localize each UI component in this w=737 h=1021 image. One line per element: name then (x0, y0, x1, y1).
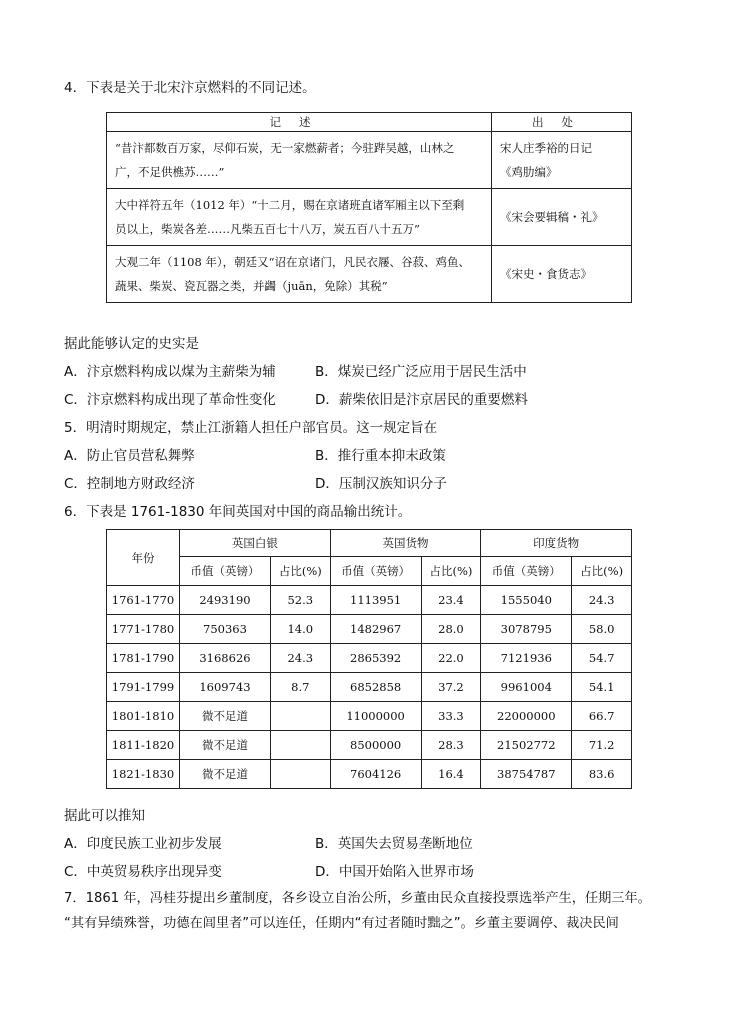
q6-cell-year: 1801-1810 (107, 702, 180, 731)
table-row (107, 615, 632, 644)
table-row (107, 246, 632, 303)
q6-cell: 微不足道 (180, 702, 271, 731)
q5-option-c: C．控制地方财政经济 (64, 476, 195, 492)
q4-row1-desc-line2: 广，不足供樵苏……” (115, 165, 225, 179)
q6-cell: 22.0 (421, 644, 481, 673)
q6-cell: 52.3 (270, 586, 330, 615)
q4-row3-source: 《宋史・食货志》 (492, 246, 632, 303)
q6-header-group-3: 印度货物 (481, 530, 632, 557)
q4-row1-source (492, 132, 632, 189)
q6-cell: 83.6 (572, 760, 632, 789)
q6-subheader-value: 币值（英镑） (481, 557, 572, 586)
q6-cell (270, 702, 330, 731)
q6-cell (270, 760, 330, 789)
table-row (107, 702, 632, 731)
q6-cell: 58.0 (572, 615, 632, 644)
q4-header-desc: 记述 (107, 113, 492, 132)
q4-row2-source: 《宋会要辑稿・礼》 (492, 189, 632, 246)
q6-cell: 7121936 (481, 644, 572, 673)
table-row (107, 189, 632, 246)
q6-cell: 23.4 (421, 586, 481, 615)
q6-cell: 38754787 (481, 760, 572, 789)
q4-table-header (107, 113, 632, 132)
table-row (107, 644, 632, 673)
table-row (107, 132, 632, 189)
q6-cell: 21502772 (481, 731, 572, 760)
q6-header-group-1: 英国白银 (180, 530, 331, 557)
q6-subheader-value: 币值（英镑） (330, 557, 421, 586)
q6-cell: 7604126 (330, 760, 421, 789)
q6-cell: 16.4 (421, 760, 481, 789)
q6-cell: 9961004 (481, 673, 572, 702)
q6-cell: 28.0 (421, 615, 481, 644)
q6-cell-year: 1771-1780 (107, 615, 180, 644)
q4-row1-source-line1: 宋人庄季裕的日记 (500, 141, 592, 155)
q6-subheader-value: 币值（英镑） (180, 557, 271, 586)
q4-stem: 4．下表是关于北宋汴京燃料的不同记述。 (64, 80, 316, 96)
q4-prompt: 据此能够认定的史实是 (64, 336, 199, 352)
q4-option-d: D．薪柴依旧是汴京居民的重要燃料 (315, 392, 528, 408)
q4-option-c: C．汴京燃料构成出现了革命性变化 (64, 392, 276, 408)
q5-option-b: B．推行重本抑末政策 (315, 448, 446, 464)
q6-cell: 3168626 (180, 644, 271, 673)
q5-stem: 5．明清时期规定，禁止江浙籍人担任户部官员。这一规定旨在 (64, 420, 438, 436)
q6-cell: 1609743 (180, 673, 271, 702)
q6-cell: 37.2 (421, 673, 481, 702)
q6-cell: 71.2 (572, 731, 632, 760)
q6-table (106, 529, 632, 789)
q6-subheader-share: 占比(%) (270, 557, 330, 586)
q6-cell: 2865392 (330, 644, 421, 673)
q6-cell-year: 1761-1770 (107, 586, 180, 615)
q7-line-2: “其有异绩殊誉，功德在闾里者”可以连任，任期内“有过者随时黜之”。乡董主要调停、裁决民间 (64, 916, 619, 931)
table-row (107, 673, 632, 702)
table-row (107, 586, 632, 615)
q6-cell: 8.7 (270, 673, 330, 702)
q6-option-d: D．中国开始陷入世界市场 (315, 864, 474, 880)
q6-option-c: C．中英贸易秩序出现异变 (64, 864, 222, 880)
q6-cell: 33.3 (421, 702, 481, 731)
q6-cell: 28.3 (421, 731, 481, 760)
q4-header-source: 出处 (492, 113, 632, 132)
q6-header-row-1 (107, 530, 632, 557)
q6-cell (270, 731, 330, 760)
q4-option-a: A．汴京燃料构成以煤为主薪柴为辅 (64, 364, 276, 380)
q5-option-d: D．压制汉族知识分子 (315, 476, 447, 492)
q6-cell-year: 1811-1820 (107, 731, 180, 760)
q6-cell-year: 1821-1830 (107, 760, 180, 789)
q6-option-b: B．英国失去贸易垄断地位 (315, 836, 473, 852)
q4-row2-desc (107, 189, 492, 246)
q6-cell: 1113951 (330, 586, 421, 615)
q6-cell-year: 1791-1799 (107, 673, 180, 702)
q6-header-row-2 (107, 557, 632, 586)
q6-subheader-share: 占比(%) (572, 557, 632, 586)
q6-cell: 1555040 (481, 586, 572, 615)
q6-cell: 微不足道 (180, 760, 271, 789)
q4-row1-desc (107, 132, 492, 189)
q4-row3-desc (107, 246, 492, 303)
q6-cell: 1482967 (330, 615, 421, 644)
q4-row1-source-line2: 《鸡肋编》 (500, 165, 558, 179)
q6-subheader-share: 占比(%) (421, 557, 481, 586)
q6-table-body (107, 586, 632, 789)
q6-cell: 11000000 (330, 702, 421, 731)
q6-cell: 14.0 (270, 615, 330, 644)
q4-row3-desc-line1: 大观二年（1108 年），朝廷又“诏在京诸门，凡民衣屦、谷菽、鸡鱼、 (115, 255, 471, 269)
q7-line-1: 7．1861 年，冯桂芬提出乡董制度，各乡设立自治公所，乡董由民众直接投票选举产生，任期三年。 (64, 891, 651, 906)
q6-cell: 6852858 (330, 673, 421, 702)
q6-stem: 6．下表是 1761-1830 年间英国对中国的商品输出统计。 (64, 504, 412, 520)
q6-cell: 750363 (180, 615, 271, 644)
q5-option-a: A．防止官员营私舞弊 (64, 448, 195, 464)
q4-option-b: B．煤炭已经广泛应用于居民生活中 (315, 364, 527, 380)
q6-cell: 2493190 (180, 586, 271, 615)
q6-header-group-2: 英国货物 (330, 530, 481, 557)
q6-cell: 66.7 (572, 702, 632, 731)
q4-table (106, 112, 632, 303)
q6-prompt: 据此可以推知 (64, 808, 145, 824)
q6-cell: 24.3 (270, 644, 330, 673)
q6-cell: 微不足道 (180, 731, 271, 760)
q6-cell: 22000000 (481, 702, 572, 731)
q4-row3-desc-line2: 蔬果、柴炭、瓷瓦器之类，并蠲（juān，免除）其税” (115, 279, 388, 293)
table-row (107, 760, 632, 789)
q6-cell: 3078795 (481, 615, 572, 644)
q6-cell: 24.3 (572, 586, 632, 615)
table-row (107, 731, 632, 760)
q4-row2-desc-line1: 大中祥符五年（1012 年）“十二月，赐在京诸班直诸军厢主以下至剩 (115, 198, 465, 212)
q6-header-year: 年份 (107, 530, 180, 586)
q6-cell: 8500000 (330, 731, 421, 760)
q6-cell: 54.7 (572, 644, 632, 673)
q4-row1-desc-line1: “昔汴都数百万家，尽仰石炭，无一家燃薪者；今驻跸吴越，山林之 (115, 141, 455, 155)
q6-cell: 54.1 (572, 673, 632, 702)
q4-row2-desc-line2: 员以上，柴炭各差……凡柴五百七十八万，炭五百八十五万” (115, 222, 420, 236)
q6-option-a: A．印度民族工业初步发展 (64, 836, 222, 852)
q6-cell-year: 1781-1790 (107, 644, 180, 673)
